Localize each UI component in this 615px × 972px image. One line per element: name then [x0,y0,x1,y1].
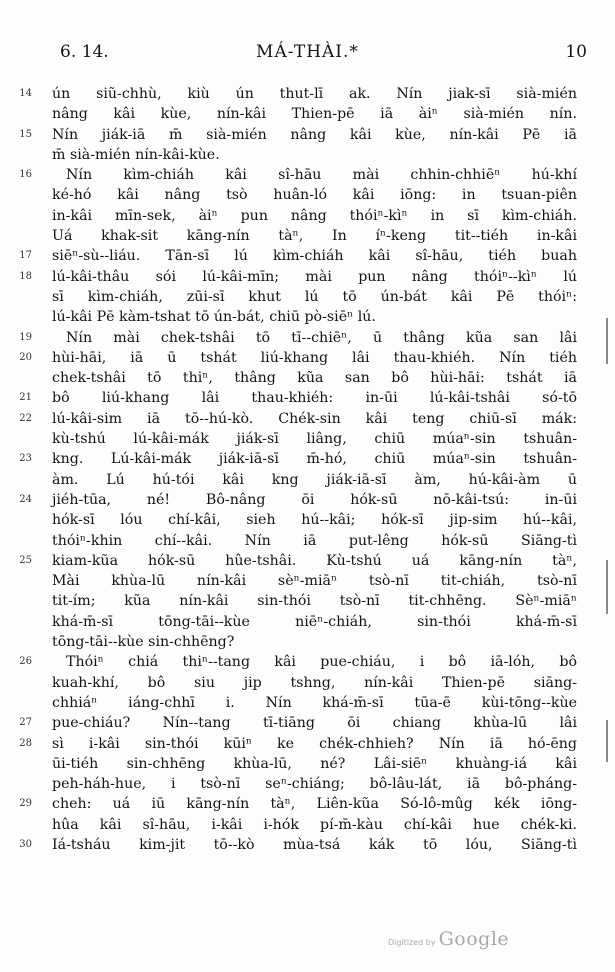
line-text: chek-tshâi tō thiⁿ, thâng kũa san bô hùi-hāi: tshát iā [52,370,577,387]
verse-number: 27 [19,717,32,729]
line-text: Nín mài chek-tshâi tō tī--chiēⁿ, ū thâng kũa san lâi [66,329,577,346]
text-line [52,368,577,388]
verse-number: 15 [19,128,32,140]
line-text: ké-hó kâi nâng tsò huân-ló kâi iōng: in tsuan-piên [52,187,577,204]
text-line [52,206,577,226]
verse-number: 24 [19,493,32,505]
text-line [19,246,577,266]
verse-number: 18 [19,270,32,282]
text-line [19,835,577,855]
line-text: kng. Lú-kâi-mák jiák-iā-sī m̄-hó, chiū múaⁿ-sin tshuân- [52,451,577,468]
line-text: pue-chiáu? Nín--tang tī-tiāng ōi chiang khùa-lū lâi [52,715,577,732]
margin-mark [606,318,608,364]
line-text: siēⁿ-sù--liáu. Tān-sī lú kìm-chiáh kâi sî-hāu, tiéh buah [52,248,577,265]
text-line [19,348,577,368]
verse-number: 20 [19,351,32,363]
line-text: lú-kâi-sim iā tō--hú-kò. Chék-sin kâi teng chiū-sī mák: [52,410,577,427]
line-text: khá-m̄-sī tōng-tāi--kùe niēⁿ-chiáh, sin-thói khá-m̄-sī [52,613,577,630]
line-text: lú-kâi-thâu sói lú-kâi-mīn; mài pun nâng thóiⁿ--kìⁿ lú [52,268,577,285]
text-line [19,267,577,287]
text-line [19,734,577,754]
line-text: Nín jiák-iā m̄ sià-mién nâng kâi kùe, nín-kâi Pē iā [52,126,577,143]
text-line [19,84,577,104]
verse-number: 14 [19,88,32,99]
text-line [52,287,577,307]
text-line [19,551,577,571]
text-line [52,531,577,551]
line-text: thóiⁿ-khin chí--kâi. Nín iā put-lêng hók-sū Siāng-tì [52,532,577,549]
margin-mark [606,560,608,614]
text-line [52,429,577,449]
text-line [19,449,577,469]
text-line [52,104,577,124]
verse-number: 25 [19,554,32,566]
text-line [19,794,577,814]
verse-number: 22 [19,412,32,424]
text-line [52,612,577,632]
line-text: Iá-tsháu kim-jit tō--kò mùa-tsá kák tō lóu, Siāng-tì [52,836,577,853]
chapter-verse-ref: 6. 14. [60,42,109,62]
line-text: sī kìm-chiáh, zūi-sī khut lú tō ún-bát kâi Pē thóiⁿ: [52,288,577,305]
line-text: Uá khak-sit kāng-nín tàⁿ, In íⁿ-keng tit--tiéh in-kâi [52,228,577,245]
verse-number: 26 [19,656,32,668]
line-text: Mài khùa-lū nín-kâi sèⁿ-miāⁿ tsò-nī tit-chiáh, tsò-nī [52,573,577,590]
verse-number: 16 [19,169,32,181]
line-text: m̄ sià-mién nín-kâi-kùe. [52,146,220,163]
text-line [52,693,577,713]
text-line [19,388,577,408]
verse-number: 21 [19,392,32,404]
text-line [52,673,577,693]
text-line [52,632,577,652]
google-wordmark: Google [438,928,510,950]
text-line [19,409,577,429]
line-text: jiéh-tūa, né! Bô-nâng ōi hók-sū nō-kâi-tsú: in-ūi [52,491,577,508]
running-title: MÁ-THÀI.* [256,42,359,62]
text-line [52,307,577,327]
line-text: kù-tshú lú-kâi-mák jiák-sī liâng, chiū múaⁿ-sin tshuân- [52,431,577,448]
line-text: Nín kìm-chiáh kâi sî-hāu mài chhin-chhiēⁿ hú-khí [66,167,577,184]
line-text: cheh: uá iū kāng-nín tàⁿ, Liên-kũa Só-lô-mûg kék iōng- [52,796,577,813]
margin-mark [606,720,608,762]
line-text: bô liú-khang lâi thau-khiéh: in-ūi lú-kâi-tshâi só-tō [52,390,577,407]
text-line [52,815,577,835]
line-text: tit-ím; kũa nín-kâi sin-thói tsò-nī tit-chhēng. Sèⁿ-miāⁿ [52,593,577,610]
line-text: lú-kâi Pē kàm-tshat tō ún-bát, chiū pò-siēⁿ lú. [52,309,376,326]
page-body [19,84,577,855]
verse-number: 19 [19,331,32,343]
line-text: hùi-hāi, iā ū tshát liú-khang lâi thau-khiéh. Nín tiéh [52,349,577,366]
verse-number: 23 [19,453,32,465]
text-line [52,185,577,205]
verse-number: 28 [19,737,32,749]
line-text: tōng-tāi--kùe sin-chhēng? [52,634,235,651]
line-text: in-kâi mīn-sek, àiⁿ pun nâng thóiⁿ-kìⁿ in sī kìm-chiáh. [52,207,577,224]
digitization-watermark [388,928,509,950]
text-line [52,571,577,591]
text-line [19,328,577,348]
text-line [52,226,577,246]
line-text: hûa kâi sî-hāu, i-kâi i-hók pí-m̄-kàu chí-kâi hue chék-ki. [52,816,577,833]
text-line [52,591,577,611]
line-text: ūi-tiéh sin-chhēng khùa-lū, né? Lâi-siēⁿ khuàng-iá kâi [52,755,577,772]
text-line [52,145,577,165]
line-text: sì i-kâi sin-thói kūiⁿ ke chék-chhieh? Nín iā hó-ēng [52,735,577,752]
text-line [19,713,577,733]
line-text: kiam-kũa hók-sū hûe-tshâi. Kù-tshú uá kāng-nín tàⁿ, [52,552,577,569]
text-line [19,165,577,185]
line-text: peh-háh-hue, i tsò-nī seⁿ-chiáng; bô-lâu-lát, iā bô-pháng- [52,776,577,793]
text-line [19,490,577,510]
line-text: ún siũ-chhù, kiù ún thut-lī ak. Nín jiak-sī sià-mién [52,86,577,102]
text-line [52,774,577,794]
verse-number: 17 [19,250,32,262]
line-text: nâng kâi kùe, nín-kâi Thien-pē iā àiⁿ sià-mién nín. [52,106,577,123]
digitized-by-label: Digitized by [388,938,436,947]
text-line [19,125,577,145]
text-line [52,470,577,490]
line-text: kuah-khí, bô siu jip tshng, nín-kâi Thien-pē siāng- [52,674,577,691]
verse-number: 29 [19,798,32,810]
line-text: hók-sī lóu chí-kâi, sieh hú--kâi; hók-sī jip-sim hú--kâi, [52,512,577,529]
page-number: 10 [565,42,587,62]
line-text: Thóiⁿ chiá thiⁿ--tang kâi pue-chiáu, i bô iā-lóh, bô [66,654,577,671]
line-text: chhiáⁿ iáng-chhī i. Nín khá-m̄-sī tūa-ē kùi-tōng--kùe [52,694,577,711]
text-line [52,754,577,774]
text-line [19,652,577,672]
text-line [52,510,577,530]
line-text: àm. Lú hú-tói kâi kng jiák-iā-sī àm, hú-kâi-àm ū [52,471,577,488]
verse-number: 30 [19,838,32,850]
